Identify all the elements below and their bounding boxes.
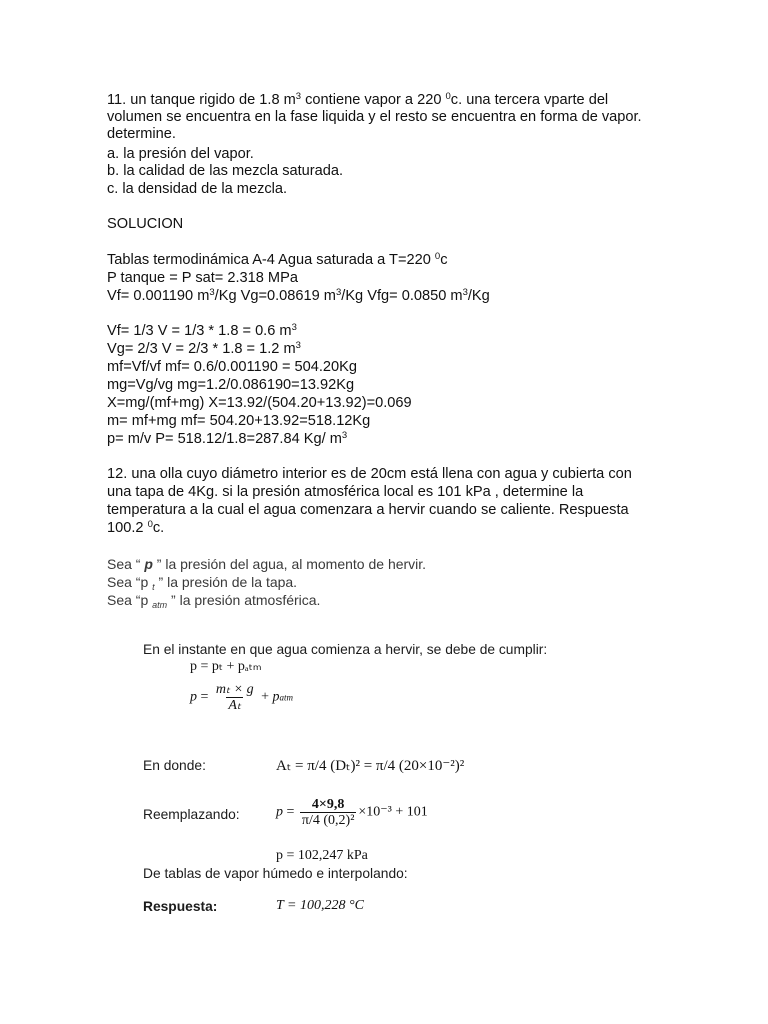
calc-m: m= mf+mg mf= 504.20+13.92=518.12Kg [107, 413, 371, 429]
problem12-line4: 100.2 $^0$c. [107, 519, 165, 536]
equation-result: p = 102,247 kPa [276, 848, 368, 863]
equation-substitution: p = $\frac{4\times 9,8}{\text{π/4 (0,2)²}}$ ×10⁻³ + 101 [276, 797, 428, 828]
problem12-line3: temperatura a la cual el agua comenzara a hervir cuando se caliente. Respuesta [107, 502, 629, 518]
problem11-item-b: b. la calidad de las mezcla saturada. [107, 163, 344, 179]
solucion-heading: SOLUCION [107, 216, 184, 232]
equation-area: Aₜ = π/4 (Dₜ)² = π/4 (20×10⁻²)² [276, 758, 465, 774]
problem12-line2: una tapa de 4Kg. si la presión atmosférica local es 101 kPa , determine la [107, 484, 584, 500]
problem11-line3: determine. [107, 126, 176, 142]
solucion-ptanque: P tanque = P sat= 2.318 MPa [107, 270, 298, 286]
problem11-line1: 11. un tanque rigido de 1.8 $m^3$ contiene vapor a 220 $^0$c. una tercera vparte del [107, 91, 609, 108]
calc-vg: Vg= 2/3 V = 2/3 * 1.8 = 1.2 $m^3$ [107, 340, 301, 357]
respuesta-label: Respuesta: [143, 899, 218, 914]
calc-mg: mg=Vg/vg mg=1.2/0.086190=13.92Kg [107, 377, 355, 393]
respuesta-value: T = 100,228 °C [276, 898, 364, 913]
solucion-volumes: Vf= 0.001190 $m^3/Kg$ Vg=0.08619 $m^3/Kg$ Vfg= 0.0850 $m^3/Kg$ [107, 287, 490, 304]
equation-p-sum: p = pₜ + pₐₜₘ [190, 659, 262, 674]
problem12-line1: 12. una olla cuyo diámetro interior es de 20cm está llena con agua y cubierta con [107, 466, 632, 482]
equation-p-fraction: p = $\frac{\text{mₜ × g}}{\text{Aₜ}}$ + patm [190, 682, 293, 713]
solucion-tablas: Tablas termodinámica A-4 Agua saturada a T=220 $^0$c [107, 251, 448, 268]
sea-pt: Sea “p $_t$ ” la presión de la tapa. [107, 574, 298, 592]
calc-density: p= m/v P= 518.12/1.8=287.84 Kg/ $m^3$ [107, 430, 348, 447]
calc-x: X=mg/(mf+mg) X=13.92/(504.20+13.92)=0.069 [107, 395, 412, 411]
tablas-text: De tablas de vapor húmedo e interpolando: [143, 866, 408, 881]
en-donde-label: En donde: [143, 758, 206, 773]
sea-p: Sea “ p ” la presión del agua, al momento de hervir. [107, 556, 427, 572]
instante-text: En el instante en que agua comienza a hervir, se debe de cumplir: [143, 642, 548, 657]
sea-patm: Sea “p $_{atm}$ ” la presión atmosférica. [107, 592, 321, 610]
problem11-item-c: c. la densidad de la mezcla. [107, 181, 288, 197]
problem11-line2: volumen se encuentra en la fase liquida y el resto se encuentra en forma de vapor. [107, 109, 642, 125]
reemplazando-label: Reemplazando: [143, 807, 240, 822]
calc-mf: mf=Vf/vf mf= 0.6/0.001190 = 504.20Kg [107, 359, 358, 375]
problem11-item-a: a. la presión del vapor. [107, 146, 254, 162]
calc-vf: Vf= 1/3 V = 1/3 * 1.8 = 0.6 $m^3$ [107, 322, 297, 339]
